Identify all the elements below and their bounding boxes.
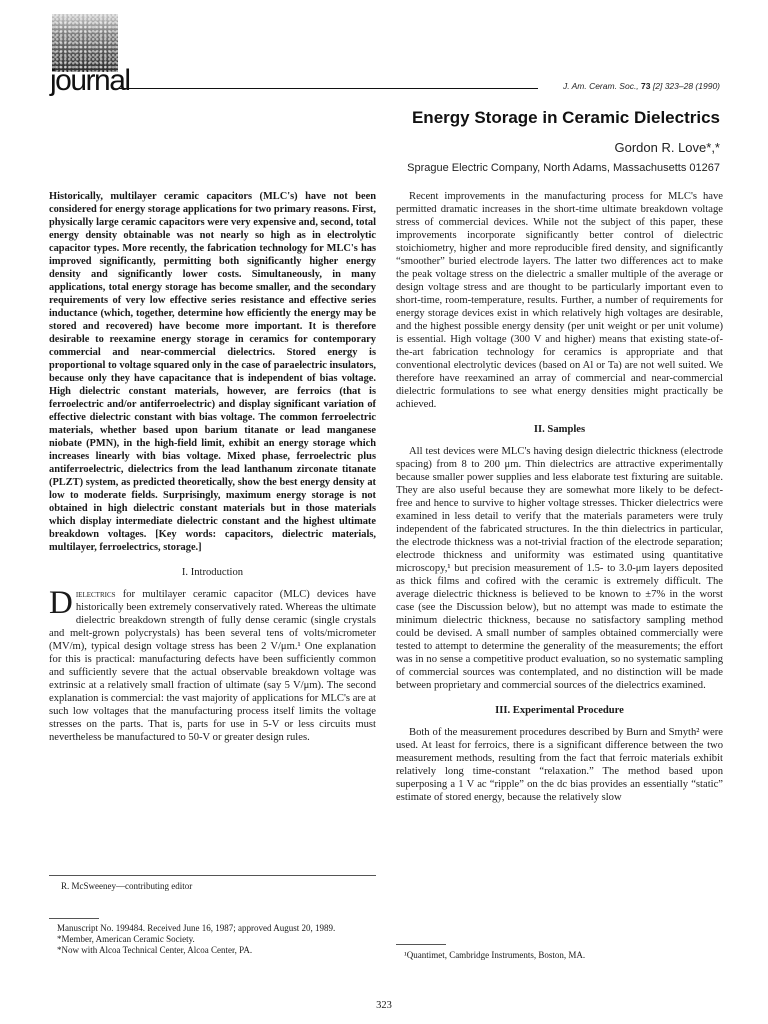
citation-suffix: [2] 323–28 (1990): [652, 81, 720, 91]
introduction-body: for multilayer ceramic capacitor (MLC) devices have historically been extremely conservatively rated. Whereas the ultimate dielectric breakdown strength of fully dense ceramic (single crystals and melt-grown polycrystals) has been several tens of volts/micrometer (MV/m), typical design voltage stress has been 2 V/μm.¹ One explanation for this is practical: manufacturing defects have been sufficiently common and sufficiently severe that the actual observable breakdown voltage was extrinsic at a relatively small fraction of ultimate (say 5 V/μm). The second explanation is commercial: the vast majority of applications for MLC's are at such low voltages that the manufacturing process itself limits the voltage stresses on the parts. That is, parts for use in 5-V or less circuits must nevertheless be manufactured to 50-V or greater design rules.: [49, 589, 376, 743]
now-with-note: *Now with Alcoa Technical Center, Alcoa Center, PA.: [57, 945, 253, 955]
left-footnotes: [49, 918, 376, 956]
journal-citation: [563, 81, 720, 91]
manuscript-note: Manuscript No. 199484. Received June 16, 1987; approved August 20, 1989.: [57, 923, 336, 933]
article-author: Gordon R. Love*,*: [614, 140, 720, 155]
samples-paragraph: All test devices were MLC's having design dielectric thickness (electrode spacing) from 8 to 200 μm. Thin dielectrics are attractive experimentally because smaller power supplies and less elaborate test fixturing are suitable. They are also useful because they are somewhat more likely to be defect-free and hence to survive to higher voltage stresses. Thicker dielectrics were examined in less detail to verify that the materials parameters were truly independent of the fabricated structures. In the thin dielectrics in particular, the electrode thickness was a not-trivial fraction of the electrode separation; electrode thickness and uniformity was estimated using quantitative microscopy,¹ but precision measurement of 1.5- to 3.0-μm layers deposited as thick films and cofired with the ceramic is extremely difficult. The average dielectric thickness is believed to be known to ±7% in the worst case (see the Discussion below), but no attempt was made to estimate the minimum dielectric thickness, because no satisfactory sampling method could be devised. A small number of samples obtained commercially were tested to attempt to determine the generality of the measurements; the effort was in no sense a competitive product evaluation, so no systematic sampling of commercial sources was contemplated, and no distinction will be made between proprietary and commercial sources of the dielectrics examined.: [396, 446, 723, 691]
journal-wordmark: journal: [50, 64, 130, 97]
procedure-heading: III. Experimental Procedure: [495, 705, 624, 716]
page-number: 323: [376, 1000, 392, 1011]
contributing-editor: R. McSweeney—contributing editor: [61, 881, 193, 891]
abstract: Historically, multilayer ceramic capacitors (MLC's) have not been considered for energy storage applications for two primary reasons. First, physically large ceramic capacitors were very expensive and, second, total energy density obtainable was not nearly so high as in electrolytic capacitor types. More recently, the fabrication technology for MLC's has improved significantly, permitting both significantly higher energy density and significantly lower costs. Simultaneously, in many applications, total energy storage has become smaller, and the secondary requirements of very low effective series resistance and effective series inductance (which, together, determine how efficiently the energy may be stored and recovered) have become more important. It is therefore desirable to reexamine energy storage in ceramics for contemporary commercial and near-commercial dielectrics. Stored energy is proportional to voltage squared only in the case of paraelectric insulators, because only they have capacitance that is independent of bias voltage. High dielectric constant materials, however, are ferroics (that is ferroelectric and/or antiferroelectric) and display significant variation of effective dielectric constant with bias voltage. The common ferroelectric materials, whether based upon barium titanate or lead manganese niobate (PMN), in the high-field limit, exhibit an energy storage which increases linearly with bias voltage. Mixed phase, ferroelectric plus antiferroelectric, dielectrics from the lead lanthanum zirconate titanate (PLZT) system, as predicted theoretically, show the best energy density at low to moderate fields. Surprisingly, maximum energy storage is not obtained in high dielectric constant materials but in those materials which display intermediate dielectric constant and the highest ultimate breakdown voltages. [Key words: capacitors, dielectric materials, multilayer, ferroelectrics, storage.]: [49, 191, 376, 553]
left-column: [49, 190, 376, 744]
introduction-paragraph: [49, 585, 376, 744]
procedure-paragraph: Both of the measurement procedures described by Burn and Smyth² were used. At least for ferroics, there is a significant difference between the two measurement methods, resulting from the fact that ferroic materials exhibit relatively long time-constant “relaxation.” The method based upon superposing a 1 V ac “ripple” on the dc bias provides an essentially “static” estimate of stored energy, because the relatively slow: [396, 727, 723, 803]
right-column: [396, 190, 723, 804]
article-title: Energy Storage in Ceramic Dielectrics: [411, 108, 720, 127]
introduction-heading: I. Introduction: [181, 567, 244, 578]
member-note: *Member, American Ceramic Society.: [57, 934, 195, 944]
citation-volume: 73: [641, 81, 651, 91]
citation-prefix: J. Am. Ceram. Soc.,: [562, 81, 639, 91]
right-footnote: [396, 944, 723, 961]
header-rule: [118, 88, 538, 89]
quantimet-note: ¹Quantimet, Cambridge Instruments, Boston, MA.: [404, 950, 586, 960]
introduction-first-word: ielectrics: [75, 589, 116, 600]
samples-heading: II. Samples: [533, 424, 586, 435]
right-footnote-rule: [396, 944, 446, 945]
editor-note-rule: [49, 875, 376, 876]
author-affiliation: Sprague Electric Company, North Adams, Massachusetts 01267: [407, 162, 720, 174]
editor-note: [49, 875, 376, 892]
footnote-rule: [49, 918, 99, 919]
drop-cap: D: [49, 585, 73, 621]
introduction-continued: Recent improvements in the manufacturing process for MLC's have permitted dramatic increases in the short-time ultimate breakdown voltage stress of commercial devices. While not the subject of this paper, these improvements incorporate significantly better control of dielectric stoichiometry, higher and more reproducible fired density, and significantly “smoother” buried electrode layers. The latter two differences act to make the peak voltage stress on the dielectric a smaller multiple of the average or design voltage stress and are thought to be particularly important even to short-time, room-temperature, results. Further, a number of requirements for energy storage devices exist in which relatively high voltages are desirable, and the highest possible energy density (per unit weight or per unit volume) is essential. High voltage (300 V and higher) means that existing state-of-the-art fabrication technology for ceramics is appropriate and that conventional electrolytic devices (based on Al or Ta) are not well suited. We therefore have reexamined an array of commercial and near-commercial dielectric formulations to see what energy densities might practically be achieved.: [396, 191, 723, 410]
